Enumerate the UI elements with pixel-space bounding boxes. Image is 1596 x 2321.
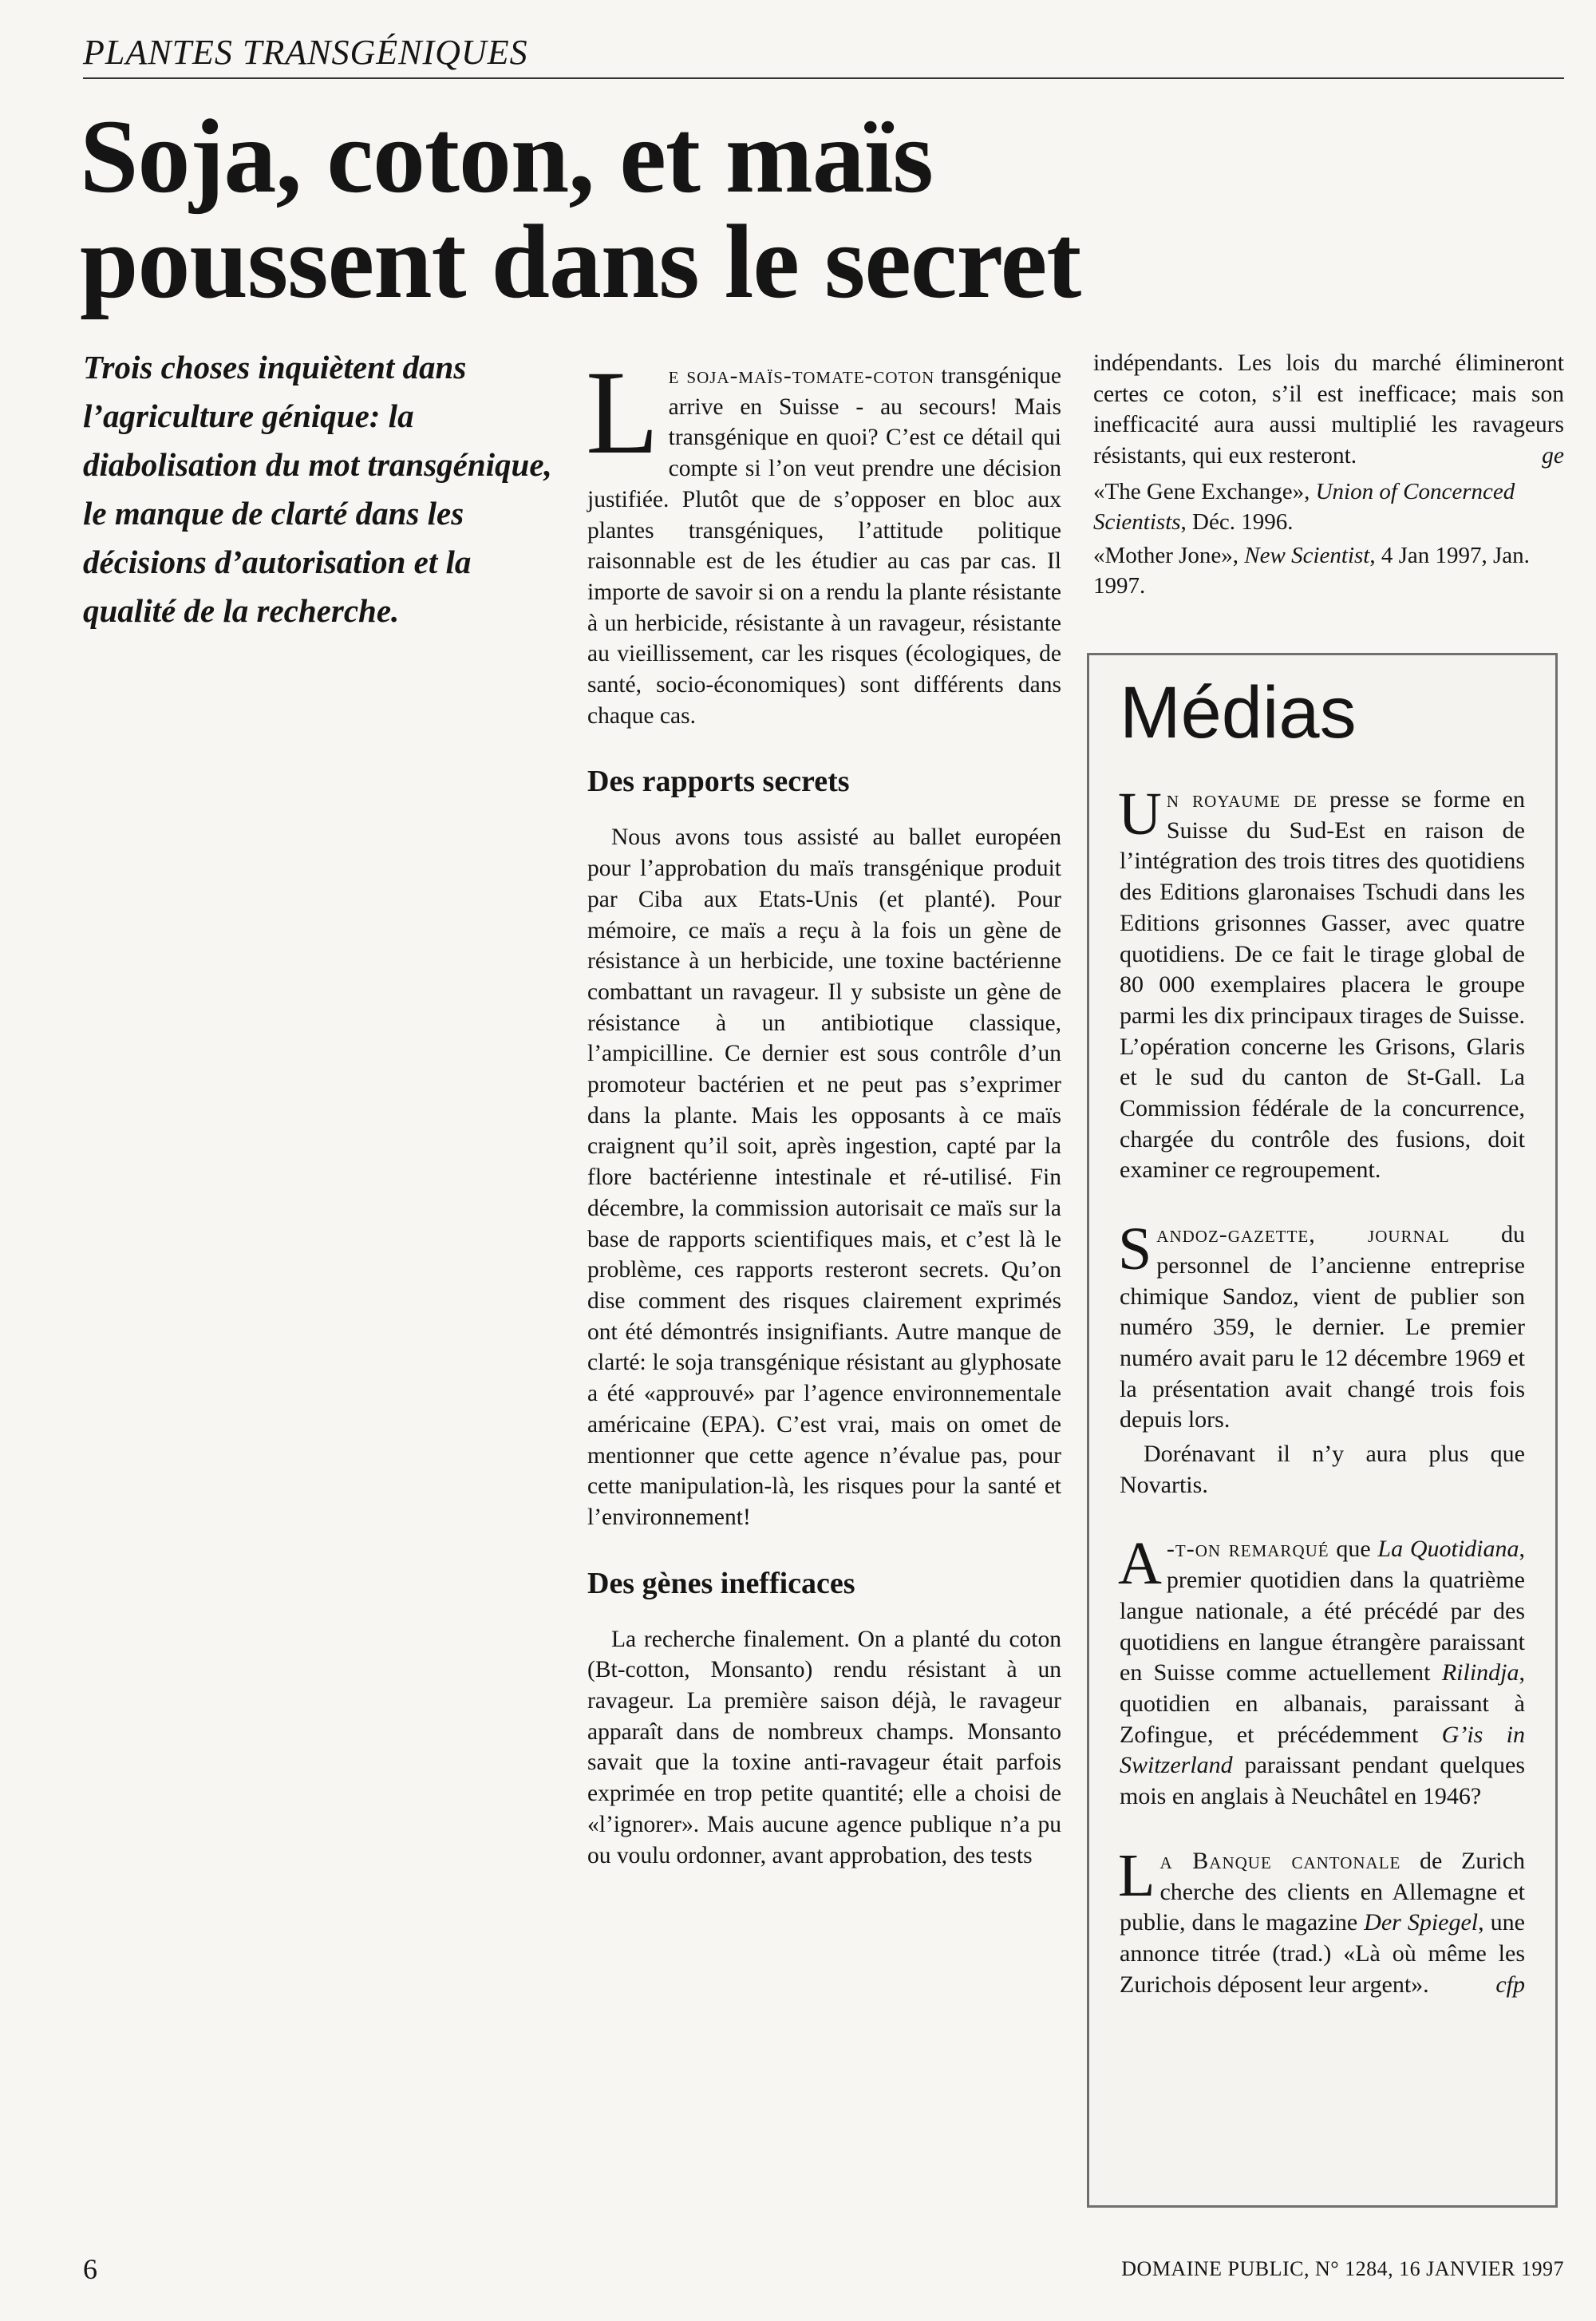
section-rubric: PLANTES TRANSGÉNIQUES bbox=[83, 32, 1564, 79]
intro-smallcaps: e soja-maïs-tomate-coton bbox=[668, 363, 935, 389]
section2-paragraph: La recherche finalement. On a planté du coton (Bt-cotton, Monsanto) rendu résistant à un ravageur. La première saison déjà, le ravageur apparaît dans de nombreux champs. Monsanto savait que la toxine anti-ravageur était parfois exprimée en trop petite quantité; elle a choisi de «l’ignorer». Mais aucune agence publique n’a pu ou voulu ordonner, avant approbation, des tests bbox=[587, 1626, 1061, 1868]
source-date: , 4 Jan 1997, Jan. 1997. bbox=[1093, 542, 1530, 599]
intro-paragraph bbox=[586, 346, 1061, 731]
page-number: 6 bbox=[83, 2253, 97, 2285]
sources-list bbox=[1093, 476, 1564, 601]
item-text: Dorénavant il n’y aura plus que Novartis. bbox=[1120, 1441, 1525, 1498]
sidebar-item bbox=[1118, 1216, 1525, 1501]
sidebar-item bbox=[1118, 781, 1525, 1186]
source-publisher: Union of Concernced Scientists bbox=[1093, 478, 1515, 535]
drop-cap: A bbox=[1118, 1530, 1162, 1598]
headline-line-1: Soja, coton, et maïs bbox=[80, 97, 933, 215]
item-smallcaps: andoz-gazette, journal bbox=[1156, 1221, 1450, 1248]
author-signature: cfp bbox=[1495, 1971, 1525, 1998]
continuation-paragraph bbox=[1093, 348, 1564, 472]
sidebar-item bbox=[1118, 1841, 1526, 2001]
sidebar-item bbox=[1118, 1530, 1525, 1812]
headline-line-2: poussent dans le secret bbox=[80, 203, 1081, 320]
item-text: , quotidien en albanais, paraissant à Zofingue, et précédemment bbox=[1120, 1659, 1525, 1748]
source-item bbox=[1093, 540, 1564, 601]
item-italic: Rilindja bbox=[1441, 1659, 1519, 1686]
item-text: que bbox=[1329, 1536, 1378, 1563]
item-text: , une annonce titrée (trad.) «Là où même les Zurichois déposent leur argent». bbox=[1120, 1909, 1525, 1998]
headline bbox=[80, 97, 1277, 320]
item-text: de Zurich cherche des clients en Allemagne et publie, dans le magazine bbox=[1120, 1847, 1526, 1936]
publication-footer: DOMAINE PUBLIC, N° 1284, 16 JANVIER 1997 bbox=[1121, 2257, 1564, 2280]
medias-sidebar-box bbox=[1087, 653, 1558, 2208]
section1-paragraph: Nous avons tous assisté au ballet européen pour l’approbation du maïs transgénique produit par Ciba aux Etats-Unis (et planté). Pour mémoire, ce maïs a reçu à la fois un gène de résistance à un herbicide, une toxine bactérienne combattant un ravageur. Il y subsiste un gène de résistance à un antibiotique classique, l’ampicilline. Ce dernier est sous contrôle d’un promoteur bactérien et ne peut pas s’exprimer dans la plante. Mais les opposants à ce maïs craignent qu’il soit, après ingestion, capté par la flore bactérienne intestinale et ré-utilisé. Fin décembre, la commission autorisait ce maïs sur la base de rapports scientifiques mais, et c’est là le problème, ces rapports resteront secrets. Qu’on dise comment des risques clairement exprimés ont été démontrés insignifiants. Autre manque de clarté: le soja transgénique résistant au glyphosate a été «approuvé» par l’agence environnementale américaine (EPA). C’est vrai, mais on omet de mentionner que cette agence n’évalue pas, pour cette manipulation-là, les risques pour la santé et l’environnement! bbox=[587, 824, 1061, 1530]
item-smallcaps: -t-on remarqué bbox=[1166, 1536, 1329, 1563]
source-title: «Mother Jone», bbox=[1093, 542, 1245, 568]
item-text: du personnel de l’ancienne entreprise chimique Sandoz, vient de publier son numéro 359, le dernier. Le premier numéro avait paru le 12 décembre 1969 et la présentation avait changé trois fois depuis lors. bbox=[1120, 1221, 1525, 1433]
section-heading-rapports: Des rapports secrets bbox=[587, 765, 850, 799]
drop-cap: L bbox=[1118, 1841, 1156, 1909]
intro-text: transgénique arrive en Suisse - au secours! Mais transgénique en quoi? C’est ce détail qui compte si l’on veut prendre une décision justifiée. Plutôt que de s’opposer en bloc aux plantes transgéniques, l’attitude politique raisonnable est de les étudier au cas par cas. Il importe de savoir si on a rendu la plante résistante à un herbicide, résistante à un ravageur, résistante au vieillissement, car les risques (écologiques, de santé, socio-économiques) sont différents dans chaque cas. bbox=[587, 363, 1061, 729]
section-heading-genes: Des gènes inefficaces bbox=[587, 1566, 855, 1600]
continuation-text: indépendants. Les lois du marché élimineront certes ce coton, s’il est inefficace; mais son inefficacité aura aussi multiplié les ravageurs résistants, qui eux resteront. bbox=[1093, 350, 1564, 469]
drop-cap: S bbox=[1118, 1216, 1152, 1283]
source-item bbox=[1093, 476, 1564, 537]
item-italic: La Quotidiana bbox=[1377, 1536, 1519, 1563]
author-signature: ge bbox=[1542, 443, 1564, 469]
item-smallcaps: n royaume de bbox=[1166, 786, 1317, 813]
lead-paragraph: Trois choses inquiètent dans l’agriculture génique: la diabolisation du mot transgénique, le manque de clarté dans les décisions d’autorisation et la qualité de la recherche. bbox=[83, 349, 552, 629]
item-smallcaps: a Banque cantonale bbox=[1159, 1847, 1401, 1874]
item-italic: Der Spiegel bbox=[1364, 1909, 1479, 1936]
item-text: presse se forme en Suisse du Sud-Est en raison de l’intégration des trois titres des quotidiens des Editions glaronaises Tschudi dans les Editions grisonnes Gasser, avec quatre quotidiens. De ce fait le tirage global de 80 000 exemplaires placera le groupe parmi les dix principaux tirages de Suisse. L’opération concerne les Grisons, Glaris et le sud du canton de St-Gall. La Commission fédérale de la concurrence, chargée du contrôle des fusions, doit examiner ce regroupement. bbox=[1120, 786, 1525, 1184]
item-text: paraissant pendant quelques mois en anglais à Neuchâtel en 1946? bbox=[1120, 1752, 1525, 1810]
article-column-2 bbox=[1093, 348, 1564, 604]
drop-cap: L bbox=[586, 346, 659, 479]
article-column-1 bbox=[586, 346, 1061, 1871]
source-publisher: New Scientist bbox=[1244, 542, 1370, 568]
sidebar-title: Médias bbox=[1120, 672, 1357, 753]
item-text: , premier quotidien dans la quatrième langue nationale, a été précédé par des quotidiens en langue étrangère paraissant en Suisse comme actuellement bbox=[1120, 1536, 1525, 1686]
drop-cap: U bbox=[1118, 781, 1162, 848]
source-date: , Déc. 1996. bbox=[1180, 508, 1294, 535]
source-title: «The Gene Exchange», bbox=[1093, 478, 1316, 504]
item-italic: G’is in Switzerland bbox=[1120, 1721, 1525, 1779]
